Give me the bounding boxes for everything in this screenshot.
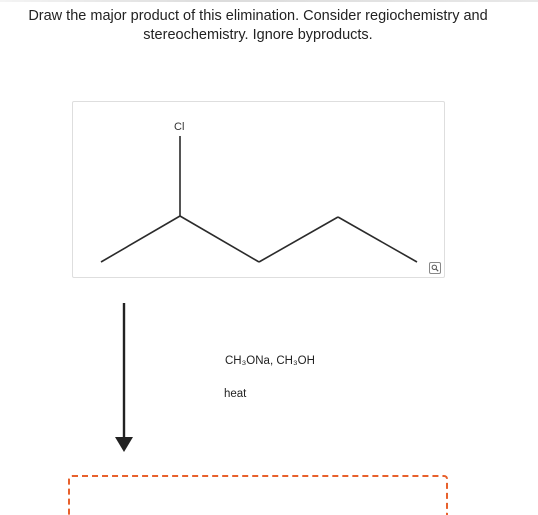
- bond-c4-c5: [338, 217, 417, 262]
- question-line-2: stereochemistry. Ignore byproducts.: [143, 27, 373, 43]
- magnifier-icon: [431, 264, 439, 272]
- reagents-label: CH₃ONa, CH₃OH: [225, 355, 315, 367]
- reactant-structure-panel: [72, 101, 445, 278]
- question-prompt: [0, 7, 516, 45]
- question-line-1: Draw the major product of this elimination. Consider regiochemistry and: [28, 8, 488, 24]
- top-divider: [0, 0, 538, 2]
- condition-label: heat: [224, 388, 247, 400]
- bond-c3-c4: [259, 217, 338, 262]
- answer-drawing-area[interactable]: [68, 475, 448, 515]
- reactant-skeletal-structure: [73, 102, 444, 277]
- zoom-button[interactable]: [429, 262, 441, 274]
- bond-c1-c2: [101, 216, 180, 262]
- bond-c2-c3: [180, 216, 259, 262]
- chlorine-atom-label: Cl: [174, 121, 185, 133]
- down-arrow-icon: [114, 303, 134, 453]
